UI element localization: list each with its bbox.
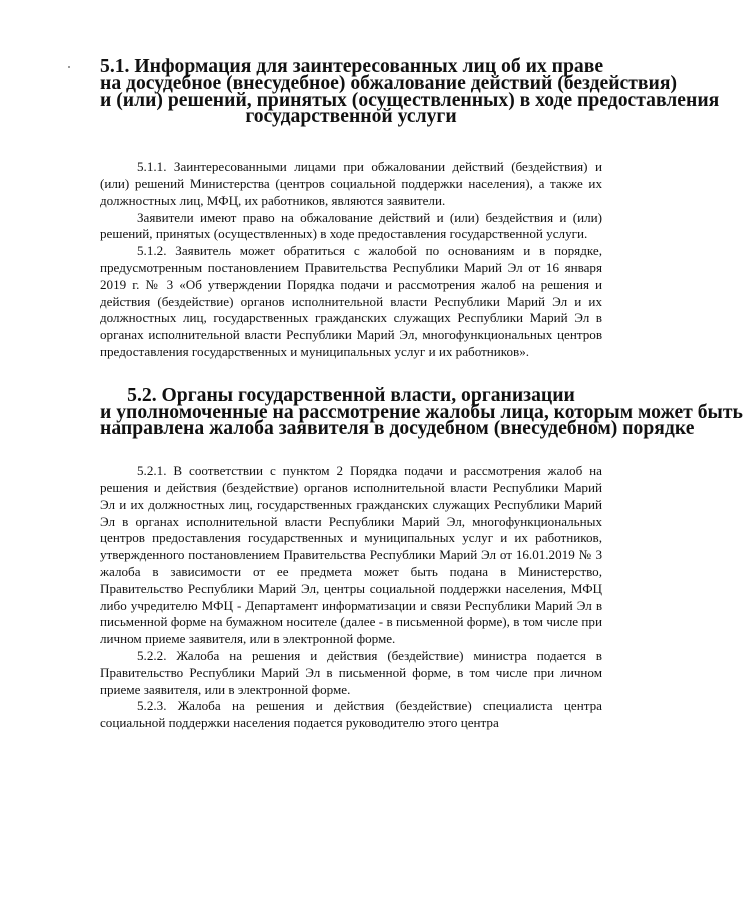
scan-speck bbox=[68, 66, 70, 68]
paragraph-5-2-3: 5.2.3. Жалоба на решения и действия (бездействие) специалиста центра социальной поддержки населения подается руководителю этого центра bbox=[100, 698, 602, 731]
paragraph-5-1-2: 5.1.2. Заявитель может обратиться с жалобой по основаниям и в порядке, предусмотренным постановлением Правительства Республики Марий Эл от 16 января 2019 г. № 3 «Об утверждении Порядка подачи и рассмотрения жалоб на решения и действия (бездействие) органов исполнительной власти Республики Марий Эл и их должностных лиц, государственных гражданских служащих Республики Марий Эл в органах исполнительной власти Республики Марий Эл, многофункциональных центров предоставления государственных и муниципальных услуг и их работников». bbox=[100, 243, 602, 359]
heading-line: на досудебное (внесудебное) обжалование действий (бездействия) bbox=[100, 71, 678, 94]
paragraph-appeal-right: Заявители имеют право на обжалование действий и (или) бездействия и (или) решений, принятых (осуществленных) в ходе предоставления государственной услуги. bbox=[100, 209, 602, 242]
heading-line: направлена жалоба заявителя в досудебном (внесудебном) порядке bbox=[100, 417, 695, 440]
heading-line: 5.1. Информация для заинтересованных лиц об их праве bbox=[100, 55, 604, 77]
heading-line: государственной услуги bbox=[245, 105, 457, 128]
paragraph-5-1-1: 5.1.1. Заинтересованными лицами при обжаловании действий (бездействия) и (или) решений Министерства (центров социальной поддержки населения), а также их должностных лиц, МФЦ, их работников, являются заявители. bbox=[100, 159, 602, 208]
document-page bbox=[100, 55, 743, 732]
section-5-1-heading bbox=[100, 55, 720, 128]
heading-line: и уполномоченные на рассмотрение жалобы лица, которым может быть bbox=[100, 400, 743, 423]
heading-line: и (или) решений, принятых (осуществленных) в ходе предоставления bbox=[100, 88, 720, 111]
paragraph-5-2-1: 5.2.1. В соответствии с пунктом 2 Порядка подачи и рассмотрения жалоб на решения и действия (бездействие) органов исполнительной власти Республики Марий Эл и их должностных лиц, государственных гражданских служащих Республики Марий Эл в органах исполнительной власти Республики Марий Эл, многофункциональных центров предоставления государственных и муниципальных услуг и их работников, утвержденного постановлением Правительства Республики Марий Эл от 16.01.2019 № 3 жалоба в зависимости от ее предмета может быть подана в Министерство, Правительство Республики Марий Эл, центры социальной поддержки населения, МФЦ либо учредителю МФЦ - Департамент информатизации и связи Республики Марий Эл в письменной форме на бумажном носителе (далее - в письменной форме), в том числе при личном приеме заявителя, или в электронной форме. bbox=[100, 463, 602, 647]
section-5-2-heading bbox=[100, 383, 743, 440]
heading-line: 5.2. Органы государственной власти, организации bbox=[127, 383, 575, 406]
paragraph-5-2-2: 5.2.2. Жалоба на решения и действия (бездействие) министра подается в Правительство Республики Марий Эл в письменной форме, в том числе при личном приеме заявителя, или в электронной форме. bbox=[100, 647, 602, 697]
